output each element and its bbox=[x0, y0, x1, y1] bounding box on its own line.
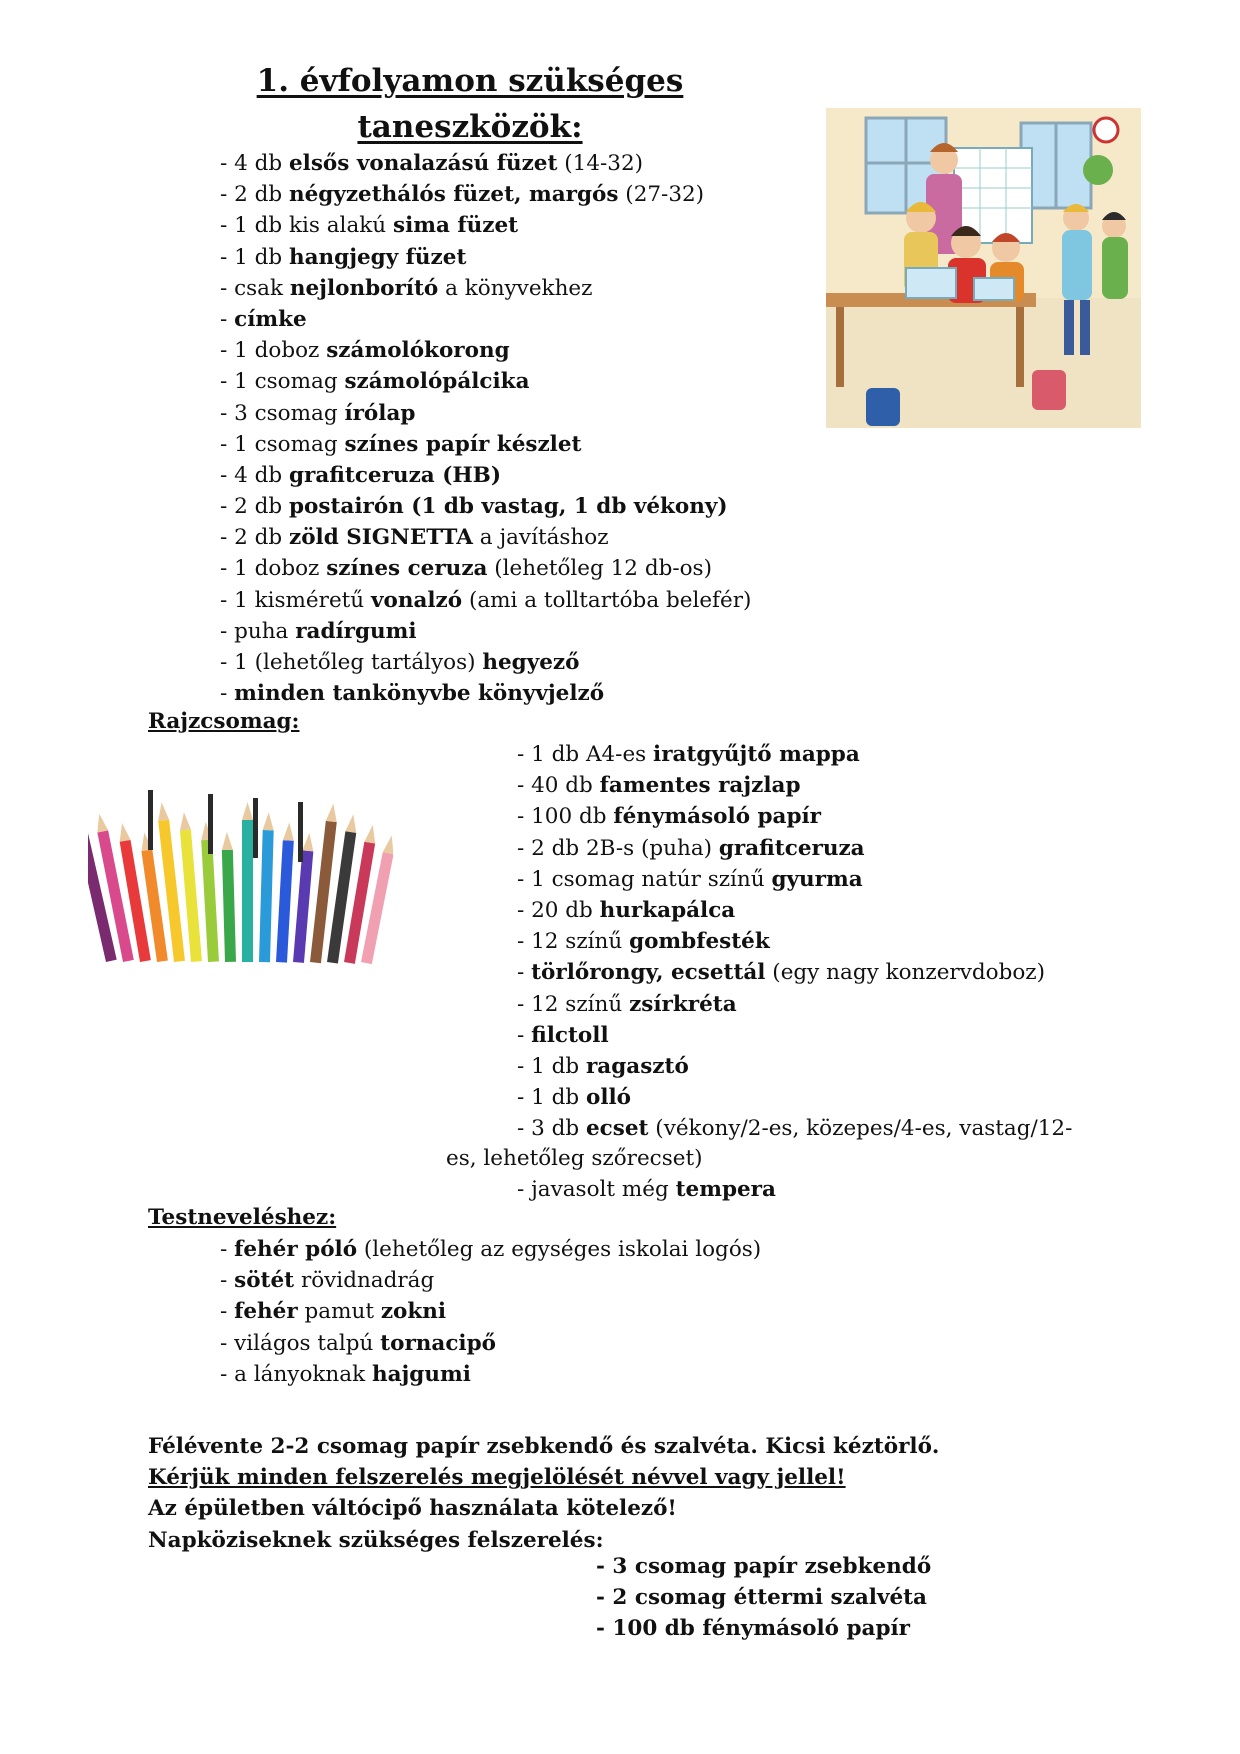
page-title bbox=[250, 58, 690, 150]
main-list-item-bold: hangjegy füzet bbox=[288, 244, 467, 270]
art-section-heading: Rajzcsomag: bbox=[148, 709, 300, 734]
main-list-item-text: a könyvekhez bbox=[438, 275, 593, 301]
main-list-item-text: - 4 db bbox=[220, 151, 289, 176]
bottom-notes bbox=[148, 1431, 939, 1556]
main-list-item-bold: színes papír készlet bbox=[344, 431, 582, 457]
main-list-item-text: (27-32) bbox=[618, 182, 705, 208]
art-list-item-text: - 1 db bbox=[517, 1085, 586, 1111]
main-list-item bbox=[220, 678, 751, 709]
main-list-item-text: - 1 db kis alakú bbox=[220, 213, 393, 239]
main-list-item-text: - 4 db bbox=[220, 462, 289, 488]
main-list-item-text: - bbox=[220, 306, 235, 332]
main-list-item-text: - bbox=[220, 681, 235, 707]
pencil-icon bbox=[242, 802, 253, 962]
main-list-item-text: (lehetőleg 12 db-os) bbox=[487, 556, 712, 582]
art-list-item bbox=[517, 1020, 1072, 1051]
pe-list-item-bold: tornacipő bbox=[380, 1330, 496, 1356]
main-list-item bbox=[220, 522, 751, 553]
brush-icon bbox=[253, 798, 258, 858]
main-list-item-bold: sima füzet bbox=[392, 213, 519, 239]
art-list-item-bold: törlőrongy, ecsettál bbox=[531, 960, 766, 986]
main-list-item-text: - 1 doboz bbox=[220, 338, 327, 364]
main-list-item bbox=[220, 585, 751, 616]
main-list-item bbox=[220, 429, 751, 460]
main-list-item bbox=[220, 491, 751, 522]
main-list-item bbox=[220, 273, 751, 304]
main-list-item-bold: számolókorong bbox=[326, 338, 510, 364]
art-list-item-text: - 3 db bbox=[517, 1116, 586, 1142]
pe-list-item-text: rövidnadrág bbox=[294, 1268, 435, 1294]
main-list-item-text: - 1 kisméretű bbox=[220, 587, 371, 613]
main-list-item-text: - 2 db bbox=[220, 525, 289, 551]
art-list-item-text: (egy nagy konzervdoboz) bbox=[765, 960, 1045, 986]
main-list-item bbox=[220, 304, 751, 335]
main-list-item bbox=[220, 210, 751, 241]
pe-list-item-text: - bbox=[220, 1299, 235, 1325]
art-list-item bbox=[517, 801, 1072, 832]
main-list-item-text: - 1 doboz bbox=[220, 556, 327, 582]
art-list-item-text: - javasolt még bbox=[517, 1177, 676, 1202]
main-list-item-bold: címke bbox=[234, 306, 307, 332]
napkozi-item-2: - 2 csomag éttermi szalvéta bbox=[596, 1585, 927, 1610]
backpack-icon-2 bbox=[1032, 370, 1066, 410]
main-supply-list bbox=[220, 148, 751, 709]
art-list-item-text: - 12 színű bbox=[517, 929, 630, 955]
pe-list-item-bold: zokni bbox=[380, 1299, 447, 1325]
pe-list-item-text: - a lányoknak bbox=[220, 1361, 372, 1387]
art-list-item bbox=[517, 739, 1072, 770]
art-list-item bbox=[517, 926, 1072, 957]
pe-supply-list bbox=[220, 1234, 761, 1390]
art-list-item-bold: famentes rajzlap bbox=[599, 773, 801, 799]
main-list-item-text: (14-32) bbox=[557, 151, 644, 176]
clock-icon bbox=[1094, 118, 1118, 142]
main-list-item-text: - csak bbox=[220, 275, 290, 301]
art-list-item-text: - bbox=[517, 1022, 532, 1048]
main-list-item-bold: zöld SIGNETTA bbox=[288, 525, 473, 551]
main-list-item-bold: nejlonborító bbox=[289, 275, 439, 301]
main-list-item-bold: számolópálcika bbox=[344, 369, 530, 395]
pe-list-item bbox=[220, 1359, 761, 1390]
pe-list-item-bold: hajgumi bbox=[371, 1361, 471, 1387]
title-line-1: 1. évfolyamon szükséges bbox=[256, 63, 684, 99]
art-list-item bbox=[517, 864, 1072, 895]
art-list-item bbox=[517, 1082, 1072, 1113]
art-list-item-text: - 1 db bbox=[517, 1053, 586, 1079]
art-list-item-bold: hurkapálca bbox=[599, 897, 736, 923]
napkozi-label: Napköziseknek szükséges felszerelés: bbox=[148, 1527, 604, 1553]
napkozi-item-3: - 100 db fénymásoló papír bbox=[596, 1616, 910, 1641]
main-list-item-text: - 1 db bbox=[220, 244, 289, 270]
main-list-item-text: - 1 csomag bbox=[220, 431, 345, 457]
art-list-item-bold: tempera bbox=[675, 1177, 776, 1202]
art-list-item bbox=[517, 989, 1072, 1020]
art-list-item-text: - 20 db bbox=[517, 897, 600, 923]
art-list-item-text: - 1 db A4-es bbox=[517, 742, 654, 767]
art-list-item-bold: iratgyűjtő mappa bbox=[653, 742, 860, 767]
main-list-item bbox=[220, 647, 751, 678]
art-list-item-bold: ragasztó bbox=[585, 1053, 689, 1079]
main-list-item-text: - 1 (lehetőleg tartályos) bbox=[220, 650, 483, 675]
pe-list-item-text: - bbox=[220, 1268, 235, 1294]
pe-list-item-text: - bbox=[220, 1237, 235, 1262]
brush-icon bbox=[298, 802, 303, 862]
brush-icon bbox=[208, 794, 213, 854]
pe-list-item-text: pamut bbox=[297, 1299, 381, 1325]
main-list-item-bold: radírgumi bbox=[295, 618, 417, 644]
semester-note: Félévente 2-2 csomag papír zsebkendő és szalvéta. Kicsi kéztörlő. bbox=[148, 1434, 940, 1459]
main-list-item-bold: színes ceruza bbox=[326, 556, 488, 582]
main-list-item-text: - 2 db bbox=[220, 494, 289, 520]
art-list-item-bold: gombfesték bbox=[629, 929, 770, 955]
main-list-item-text: - 3 csomag bbox=[220, 400, 345, 426]
pencil-icon bbox=[221, 832, 236, 962]
art-list-item-text: - 2 db 2B-s (puha) bbox=[517, 835, 719, 861]
art-list-item bbox=[517, 1051, 1072, 1082]
main-list-item bbox=[220, 460, 751, 491]
art-list-item-bold: ecset bbox=[585, 1116, 649, 1142]
pe-list-item bbox=[220, 1328, 761, 1359]
pencil-icon bbox=[259, 812, 274, 962]
main-list-item-bold: grafitceruza (HB) bbox=[288, 462, 502, 488]
art-list-item-text: - bbox=[517, 960, 532, 986]
main-list-item-bold: vonalzó bbox=[370, 587, 463, 613]
art-list-item bbox=[517, 957, 1072, 988]
main-list-item bbox=[220, 179, 751, 210]
napkozi-item-1: - 3 csomag papír zsebkendő bbox=[596, 1554, 932, 1579]
main-list-item bbox=[220, 366, 751, 397]
main-list-item-bold: írólap bbox=[344, 400, 416, 426]
globe-icon bbox=[1083, 155, 1113, 185]
title-line-2: taneszközök: bbox=[357, 109, 583, 145]
main-list-item-text: - 1 csomag bbox=[220, 369, 345, 395]
art-list-item-text: - 100 db bbox=[517, 804, 614, 830]
main-list-item bbox=[220, 242, 751, 273]
backpack-icon bbox=[866, 388, 900, 426]
pe-section-heading: Testneveléshez: bbox=[148, 1205, 337, 1230]
pe-list-item bbox=[220, 1234, 761, 1265]
pencil-icon bbox=[276, 822, 295, 962]
pe-list-item-text: - világos talpú bbox=[220, 1330, 381, 1356]
art-list-item-text: - 40 db bbox=[517, 773, 600, 799]
main-list-item-bold: hegyező bbox=[482, 650, 580, 675]
art-list-item-bold: filctoll bbox=[531, 1022, 609, 1048]
main-list-item bbox=[220, 335, 751, 366]
art-list-item bbox=[517, 895, 1072, 926]
napkozi-items bbox=[596, 1551, 931, 1644]
main-list-item-text: (ami a tolltartóba belefér) bbox=[462, 587, 752, 613]
main-list-item-bold: négyzethálós füzet, margós bbox=[288, 182, 619, 208]
art-supply-list-end bbox=[517, 1174, 776, 1205]
labeling-request: Kérjük minden felszerelés megjelölését névvel vagy jellel! bbox=[148, 1465, 846, 1491]
pe-list-item-text: (lehetőleg az egységes iskolai logós) bbox=[357, 1237, 762, 1262]
art-list-item bbox=[517, 770, 1072, 801]
art-list-item bbox=[517, 833, 1072, 864]
art-list-item bbox=[517, 1113, 1072, 1144]
main-list-item-bold: elsős vonalazású füzet bbox=[288, 151, 558, 176]
pencil-icon bbox=[293, 832, 315, 962]
art-list-item-text: (vékony/2-es, közepes/4-es, vastag/12- bbox=[648, 1116, 1073, 1142]
pe-list-item-bold: sötét bbox=[234, 1268, 295, 1294]
pe-list-item bbox=[220, 1296, 761, 1327]
art-list-item bbox=[517, 1174, 776, 1205]
art-list-item-bold: fénymásoló papír bbox=[613, 804, 822, 830]
pencils-illustration bbox=[88, 782, 393, 972]
main-list-item bbox=[220, 553, 751, 584]
pe-list-item bbox=[220, 1265, 761, 1296]
art-list-item-bold: olló bbox=[585, 1085, 631, 1111]
art-list-item-text: - 12 színű bbox=[517, 991, 630, 1017]
main-list-item bbox=[220, 148, 751, 179]
art-list-item-text: - 1 csomag natúr színű bbox=[517, 866, 772, 892]
pe-list-item-bold: fehér póló bbox=[234, 1237, 358, 1262]
main-list-item-text: - 2 db bbox=[220, 182, 289, 208]
art-list-wrap-line: es, lehetőleg szőrecset) bbox=[446, 1146, 703, 1171]
art-list-item-bold: grafitceruza bbox=[718, 835, 865, 861]
main-list-item bbox=[220, 616, 751, 647]
art-supply-list bbox=[517, 739, 1072, 1144]
art-list-item-bold: gyurma bbox=[771, 866, 863, 892]
main-list-item-bold: postairón (1 db vastag, 1 db vékony) bbox=[288, 494, 728, 520]
pe-list-item-bold: fehér bbox=[234, 1299, 298, 1325]
classroom-illustration bbox=[826, 108, 1141, 428]
main-list-item-text: a javításhoz bbox=[472, 525, 609, 551]
main-list-item bbox=[220, 398, 751, 429]
art-list-item-bold: zsírkréta bbox=[629, 991, 737, 1017]
main-list-item-text: - puha bbox=[220, 618, 296, 644]
brush-icon bbox=[148, 790, 153, 850]
main-list-item-bold: minden tankönyvbe könyvjelző bbox=[234, 681, 605, 707]
indoor-shoe-note: Az épületben váltócipő használata kötelező! bbox=[148, 1496, 677, 1522]
